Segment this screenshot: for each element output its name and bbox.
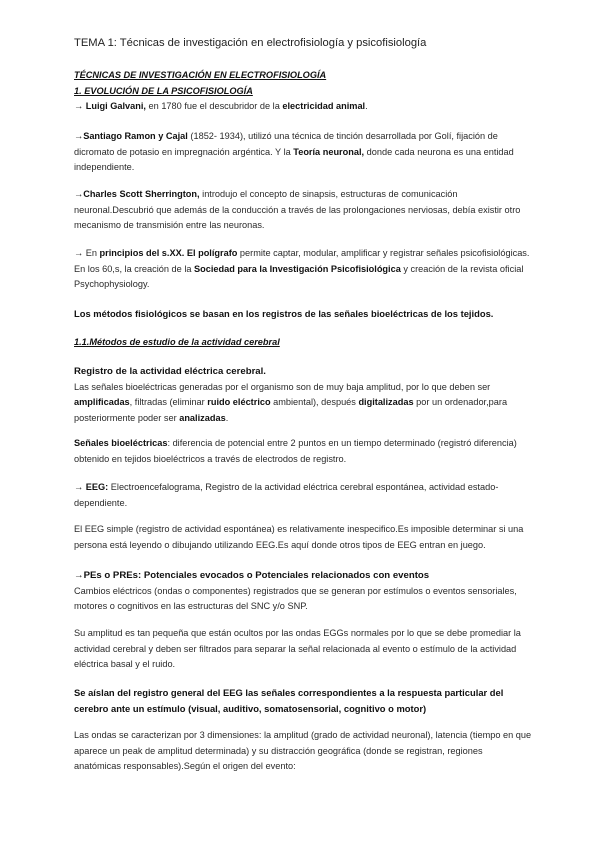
name-galvani: Luigi Galvani, <box>85 101 146 112</box>
bold-electricidad: electricidad animal <box>282 101 366 112</box>
text-end: . <box>365 101 368 112</box>
bold-sociedad: Sociedad para la Investigación Psicofisiológica <box>194 263 401 274</box>
paragraph-eeg-simple: El EEG simple (registro de actividad espontánea) es relativamente inespecifico.Es imposible determinar si una persona está leyendo o dibujando utilizando EEG.Es aquí donde otros tipos de EEG entran en juego. <box>74 524 524 550</box>
section-heading-1: 1. EVOLUCIÓN DE LA PSICOFISIOLOGÍA <box>74 85 253 96</box>
text-registro-2: , filtradas (eliminar <box>129 397 208 408</box>
text-sherrington: introdujo el concepto de sinapsis, estructuras de comunicación neuronal.Descubrió que además de la conducción a través de las prolongaciones nerviosas, debía existir otro mecanismo de transmisión entre las neuronas. <box>74 189 521 231</box>
dot: . <box>181 248 187 258</box>
main-heading-block <box>74 68 532 115</box>
arrow-marker: → <box>74 189 84 199</box>
paragraph-ondas: Las ondas se caracterizan por 3 dimensiones: la amplitud (grado de actividad neuronal), latencia (tiempo en que aparece un peak de amplitud determinada) y su distracción geográfica (donde se registran, regiones anatómicas responsables).Según el origen del evento: <box>74 730 532 772</box>
text-ramon-1: (1852- 1934), utilizó una técnica de tinción desarrollada por Golí, fijación de dicromato de potasio en impregnación argéntica. Y la <box>74 131 498 157</box>
text-end: . <box>225 412 229 423</box>
paragraph-senales <box>74 436 532 467</box>
bold-digitalizadas: digitalizadas <box>358 397 414 408</box>
paragraph-registro <box>74 364 532 426</box>
text-galvani: en 1780 fue el descubridor de la <box>146 101 283 112</box>
registro-title: Registro de la actividad eléctrica cerebral. <box>74 366 266 377</box>
paragraph-ramon <box>74 129 532 176</box>
paragraph-eeg <box>74 480 532 511</box>
main-heading: TÉCNICAS DE INVESTIGACIÓN EN ELECTROFISIOLOGÍA <box>74 70 327 80</box>
paragraph-amplitud: Su amplitud es tan pequeña que están ocultos por las ondas EGGs normales por lo que se debe promediar la actividad cerebral y deben ser filtrados para separar la señal relacionada al evento o estímulo de la actividad eléctrica basal y el ruido. <box>74 628 521 670</box>
text-poligrafo-2: y creación de la revista oficial Psychophysiology. <box>74 263 524 290</box>
paragraph-pes <box>74 568 532 615</box>
section-heading-block <box>74 335 532 351</box>
text-senales: : diferencia de potencial entre 2 puntos en un tiempo determinado (registró diferencia) obtenido en tejidos bioeléctricos a través de electrodos de registro. <box>74 438 517 464</box>
paragraph-poligrafo <box>74 246 532 293</box>
arrow-marker: → <box>74 101 86 112</box>
pes-body: Cambios eléctricos (ondas o componentes) registrados que se generan por estímulos o eventos sensoriales, motores o cognitivos en las estructuras del SNC y/o SNP. <box>74 585 517 612</box>
text-ramon-2: donde cada neurona es una entidad independiente. <box>74 146 514 173</box>
text-eeg: Electroencefalograma, Registro de la actividad eléctrica cerebral espontánea, actividad estado-dependiente. <box>74 482 499 508</box>
paragraph-galvani <box>74 99 532 115</box>
registro-body <box>74 380 532 427</box>
section-heading-1-1: 1.1.Métodos de estudio de la actividad cerebral <box>74 337 280 347</box>
paragraph-aislan: Se aíslan del registro general del EEG las señales correspondientes a la respuesta particular del cerebro ante un estímulo (visual, auditivo, somatosensorial, cognitivo o motor) <box>74 687 504 714</box>
bold-teoria: Teoría neuronal, <box>293 146 365 157</box>
arrow-marker: → En <box>74 248 100 258</box>
paragraph-sherrington <box>74 187 532 234</box>
text-registro-4: por un ordenador,para posteriormente poder ser <box>74 397 508 423</box>
name-sherrington: Charles Scott Sherrington, <box>83 189 200 199</box>
bold-amplificadas: amplificadas <box>74 397 130 408</box>
bold-eeg: EEG: <box>85 482 109 492</box>
text-registro-3: ambiental), después <box>270 397 359 408</box>
bold-senales: Señales bioeléctricas <box>74 438 168 448</box>
text-registro-1: Las señales bioeléctricas generadas por el organismo son de muy baja amplitud, por lo que deben ser <box>74 381 491 392</box>
paragraph-metodos: Los métodos fisiológicos se basan en los registros de las señales bioeléctricas de los tejidos. <box>74 308 494 319</box>
name-ramon: Santiago Ramon y Cajal <box>83 131 188 141</box>
document-title: TEMA 1: Técnicas de investigación en electrofisiología y psicofisiología <box>74 37 427 49</box>
bold-analizadas: analizadas <box>179 412 226 423</box>
bold-poligrafo: El polígrafo <box>186 248 238 258</box>
bold-ruido: ruido eléctrico <box>207 397 271 408</box>
text-poligrafo-1: permite captar, modular, amplificar y registrar señales psicofisiológicas. En los 60,s, la creación de la <box>74 248 530 274</box>
pes-title: →PEs o PREs: Potenciales evocados o Potenciales relacionados con eventos <box>74 570 430 581</box>
arrow-marker: → <box>74 131 84 141</box>
bold-siglo: principios del s.XX <box>99 248 182 258</box>
arrow-marker: → <box>74 482 86 492</box>
